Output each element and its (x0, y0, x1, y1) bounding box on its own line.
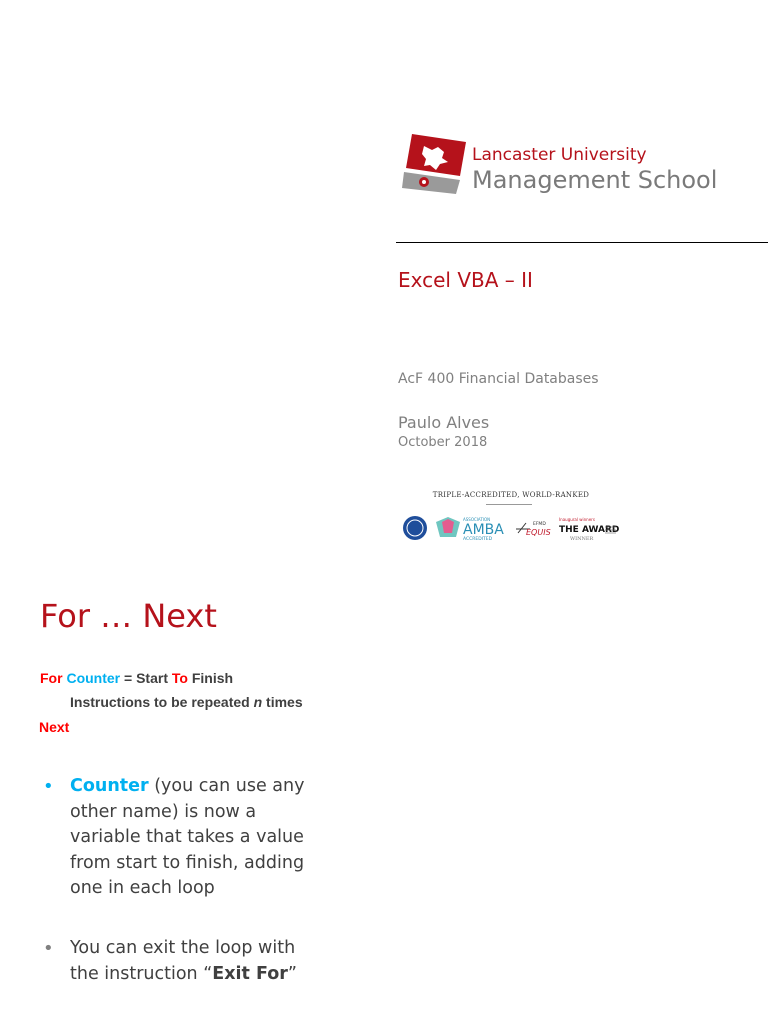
lancaster-crest-icon (402, 132, 468, 194)
accreditation-badges (402, 513, 620, 543)
author-name: Paulo Alves (398, 413, 490, 432)
bullet-counter (70, 774, 320, 902)
next-keyword: Next (39, 719, 70, 735)
bullet-dot-icon: • (43, 776, 54, 797)
bullet-exit-for (70, 936, 320, 987)
logo-school-name: Management School (472, 166, 718, 194)
bullet-counter-text: (you can use any other name) is now a variable that takes a value from start to finish, adding one in each loop (70, 776, 305, 898)
code-line-instructions (70, 694, 303, 710)
to-keyword: To (171, 670, 188, 686)
slide1-title: Excel VBA – II (398, 268, 533, 292)
lancaster-logo (402, 130, 722, 196)
amba-badge-icon (436, 517, 504, 542)
bullet-exit-text: You can exit the loop with the instruction “ (70, 938, 296, 984)
exit-for-keyword: Exit For (212, 963, 288, 984)
finish-text: Finish (187, 670, 234, 686)
logo-university-name: Lancaster University (472, 145, 647, 165)
for-keyword: For (40, 670, 63, 686)
slide2-title: For … Next (40, 597, 217, 635)
course-name: AcF 400 Financial Databases (398, 371, 599, 387)
code-line-for (40, 670, 233, 686)
times-text: times (262, 694, 303, 710)
aacsb-badge-icon (403, 516, 427, 540)
svg-text:Inaugural winners: Inaugural winners (559, 517, 595, 522)
svg-text:EFMD: EFMD (533, 522, 546, 527)
svg-text:AMBA: AMBA (463, 522, 504, 538)
accreditation-divider (486, 504, 532, 505)
bullet-dot-icon: • (43, 938, 54, 959)
counter-variable: Counter (66, 670, 121, 686)
n-variable: n (253, 694, 263, 710)
svg-text:THE AWARDS: THE AWARDS (559, 525, 620, 535)
svg-text:EQUIS: EQUIS (526, 528, 551, 537)
accreditation-tagline: TRIPLE-ACCREDITED, WORLD-RANKED (432, 491, 590, 499)
bullet-counter-lead: Counter (70, 776, 149, 796)
svg-text:ACCREDITED: ACCREDITED (463, 537, 493, 542)
accreditation-badges-icon (402, 513, 620, 543)
title-divider (396, 242, 768, 243)
svg-text:WINNER: WINNER (570, 536, 594, 542)
equis-badge-icon (516, 521, 551, 537)
start-text: = Start (120, 670, 172, 686)
the-awards-badge-icon (559, 517, 620, 542)
instructions-text: Instructions to be repeated (70, 694, 254, 710)
presentation-date: October 2018 (398, 435, 488, 450)
bullet-exit-close-quote: ” (287, 963, 297, 984)
svg-text:ASSOCIATION: ASSOCIATION (463, 517, 491, 522)
code-line-next (39, 719, 69, 735)
